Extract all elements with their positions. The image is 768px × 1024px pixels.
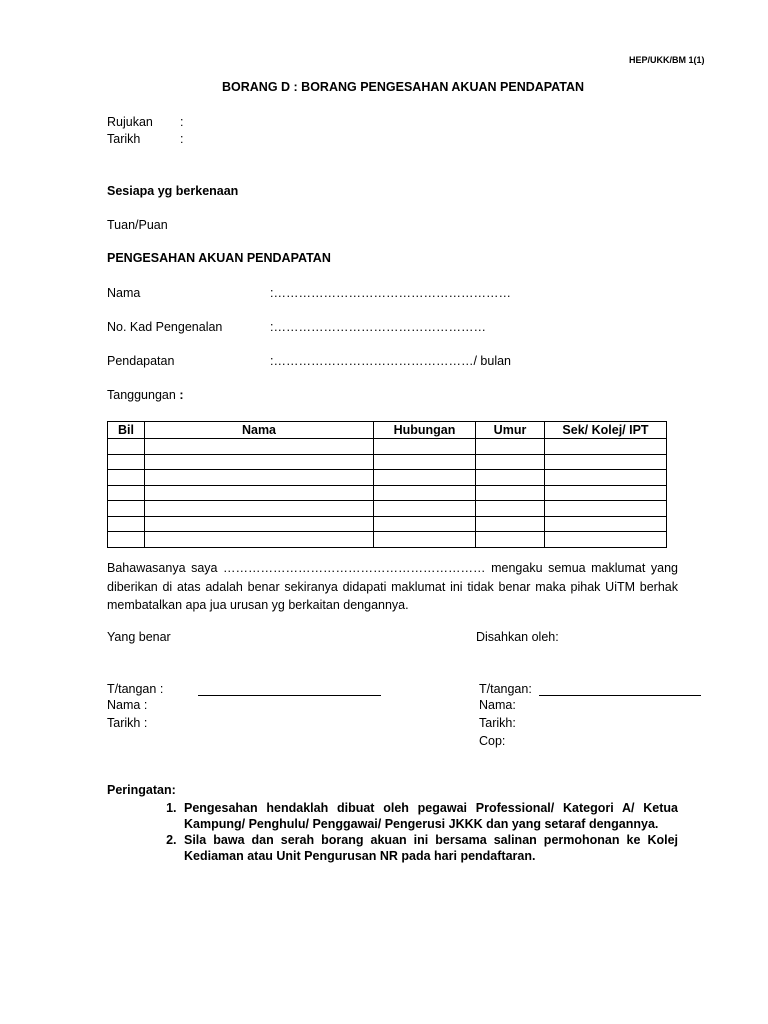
table-cell[interactable]	[476, 501, 545, 517]
note-item: 1. Pengesahan hendaklah dibuat oleh pegawai Professional/ Kategori A/ Ketua Kampung/ Penghulu/ Penggawai/ Pengerusi JKKK dan yang setaraf dengannya.	[180, 800, 678, 832]
col-bil: Bil	[108, 422, 145, 439]
table-cell[interactable]	[145, 485, 374, 501]
declaration-text: Bahawasanya saya ……………………………………………………… mengaku semua maklumat yang diberikan di atas adalah benar sekiranya didapati maklumat ini tidak benar maka pihak UiTM berhak membatalkan apa jua urusan yg berkaitan dengannya.	[107, 561, 678, 612]
table-header-row	[108, 422, 667, 439]
table-cell[interactable]	[374, 485, 476, 501]
table-cell[interactable]	[145, 470, 374, 486]
right-name-label: Nama:	[479, 698, 516, 712]
table-cell[interactable]	[374, 516, 476, 532]
left-date-label: Tarikh :	[107, 716, 148, 730]
table-cell[interactable]	[545, 516, 667, 532]
table-cell[interactable]	[476, 485, 545, 501]
right-date-label: Tarikh:	[479, 716, 516, 730]
right-sign-label: T/tangan:	[479, 682, 532, 696]
form-code: HEP/UKK/BM 1(1)	[629, 55, 705, 65]
addressee: Sesiapa yg berkenaan	[107, 184, 239, 198]
dependents-label	[107, 388, 183, 402]
right-signature-line[interactable]	[539, 695, 701, 696]
nama-label: Nama	[107, 286, 141, 300]
table-row	[108, 470, 667, 486]
table-row	[108, 439, 667, 455]
table-cell[interactable]	[476, 532, 545, 548]
table-cell[interactable]	[476, 470, 545, 486]
tarikh-label: Tarikh	[107, 132, 141, 146]
table-cell[interactable]	[374, 470, 476, 486]
nama-field[interactable]: :…………………………………………………	[270, 286, 511, 300]
ic-field[interactable]: :……………………………………………	[270, 320, 486, 334]
right-sign-heading: Disahkan oleh:	[476, 630, 559, 644]
table-cell[interactable]	[374, 439, 476, 455]
table-cell[interactable]	[108, 516, 145, 532]
table-cell[interactable]	[108, 501, 145, 517]
table-cell[interactable]	[545, 439, 667, 455]
table-cell[interactable]	[108, 439, 145, 455]
table-cell[interactable]	[145, 532, 374, 548]
col-institution: Sek/ Kolej/ IPT	[545, 422, 667, 439]
income-field[interactable]: :…………………………………………/ bulan	[270, 354, 512, 368]
table-row	[108, 532, 667, 548]
table-cell[interactable]	[545, 470, 667, 486]
table-cell[interactable]	[476, 439, 545, 455]
table-cell[interactable]	[145, 501, 374, 517]
table-cell[interactable]	[374, 454, 476, 470]
table-cell[interactable]	[108, 470, 145, 486]
dependents-table	[107, 421, 667, 548]
table-row	[108, 516, 667, 532]
table-cell[interactable]	[108, 454, 145, 470]
right-stamp-label: Cop:	[479, 734, 506, 748]
greeting: Tuan/Puan	[107, 218, 168, 232]
left-sign-label: T/tangan :	[107, 682, 164, 696]
income-label: Pendapatan	[107, 354, 175, 368]
notes-section	[107, 783, 678, 864]
table-row	[108, 501, 667, 517]
table-cell[interactable]	[545, 501, 667, 517]
table-cell[interactable]	[374, 532, 476, 548]
left-name-label: Nama :	[107, 698, 148, 712]
left-signature-line[interactable]	[198, 695, 381, 696]
notes-heading: Peringatan:	[107, 783, 176, 797]
col-umur: Umur	[476, 422, 545, 439]
table-row	[108, 454, 667, 470]
table-cell[interactable]	[476, 454, 545, 470]
tarikh-colon: :	[180, 132, 184, 146]
section-title: PENGESAHAN AKUAN PENDAPATAN	[107, 251, 331, 265]
table-cell[interactable]	[108, 532, 145, 548]
dependents-label-text: Tanggungan	[107, 388, 176, 402]
left-sign-heading: Yang benar	[107, 630, 171, 644]
rujukan-label: Rujukan	[107, 115, 153, 129]
table-cell[interactable]	[545, 532, 667, 548]
table-cell[interactable]	[545, 454, 667, 470]
col-nama: Nama	[145, 422, 374, 439]
table-cell[interactable]	[145, 439, 374, 455]
col-hubungan: Hubungan	[374, 422, 476, 439]
notes-list	[107, 800, 678, 864]
table-row	[108, 485, 667, 501]
table-cell[interactable]	[145, 516, 374, 532]
table-cell[interactable]	[145, 454, 374, 470]
rujukan-colon: :	[180, 115, 184, 129]
table-cell[interactable]	[108, 485, 145, 501]
table-cell[interactable]	[374, 501, 476, 517]
note-item: 2. Sila bawa dan serah borang akuan ini bersama salinan permohonan ke Kolej Kediaman atau Unit Pengurusan NR pada hari pendaftaran.	[180, 832, 678, 864]
table-cell[interactable]	[476, 516, 545, 532]
dependents-colon: :	[179, 388, 184, 402]
ic-label: No. Kad Pengenalan	[107, 320, 223, 334]
table-cell[interactable]	[545, 485, 667, 501]
page-title: BORANG D : BORANG PENGESAHAN AKUAN PENDAPATAN	[222, 80, 585, 94]
